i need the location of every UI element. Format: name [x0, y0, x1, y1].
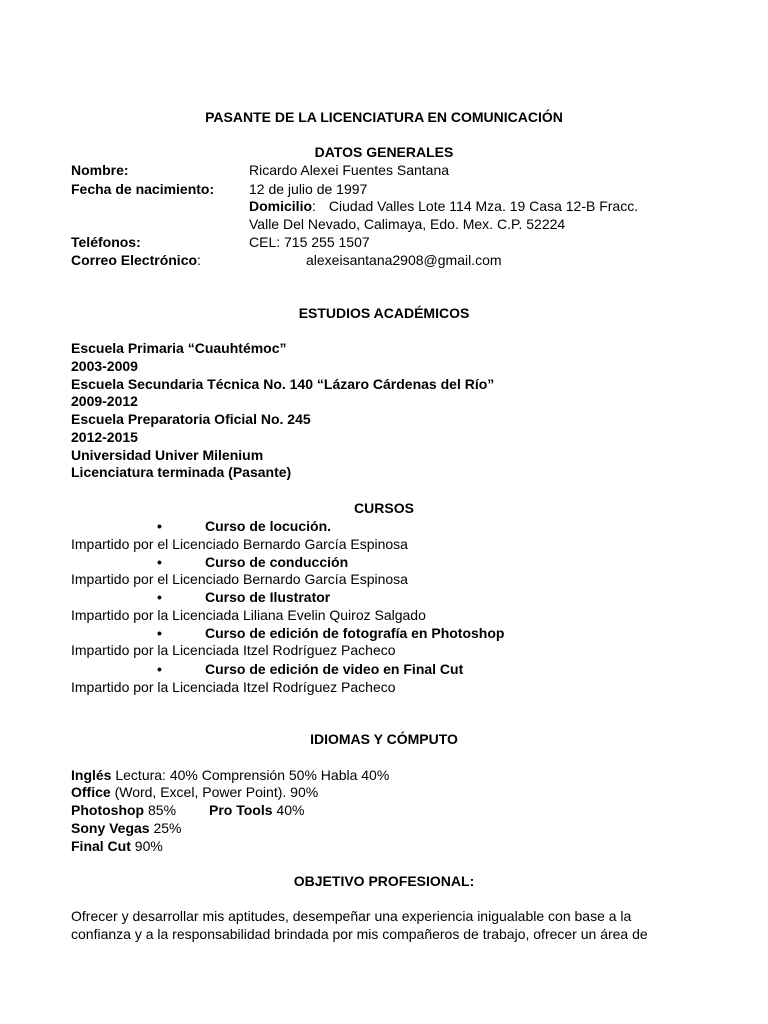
estudios-heading: ESTUDIOS ACADÉMICOS	[298, 305, 470, 321]
curso-title: Curso de conducción	[205, 554, 349, 570]
office-line	[71, 783, 318, 801]
domicilio-value-2: Valle Del Nevado, Calimaya, Edo. Mex. C.P. 52224	[249, 216, 566, 232]
office-value: (Word, Excel, Power Point). 90%	[110, 784, 319, 800]
estudios-line: Licenciatura terminada (Pasante)	[71, 464, 292, 480]
photoshop-value: 85%	[144, 802, 177, 818]
sony-vegas-value: 25%	[149, 820, 182, 836]
bullet-icon: •	[157, 661, 162, 677]
bullet-icon: •	[157, 554, 162, 570]
telefono-value: CEL: 715 255 1507	[249, 234, 370, 250]
nombre-label: Nombre:	[71, 162, 129, 178]
office-label: Office	[71, 784, 111, 800]
final-cut-value: 90%	[130, 838, 163, 854]
ingles-label: Inglés	[71, 767, 112, 783]
telefonos-label: Teléfonos:	[71, 234, 141, 250]
domicilio-line	[249, 197, 638, 215]
correo-line	[71, 251, 201, 269]
curso-desc: Impartido por el Licenciado Bernardo García Espinosa	[71, 571, 408, 587]
estudios-line: Escuela Primaria “Cuauhtémoc”	[71, 340, 287, 356]
photoshop-label: Photoshop	[71, 802, 145, 818]
fecha-nacimiento-label: Fecha de nacimiento:	[71, 181, 215, 197]
ingles-value: Lectura: 40% Comprensión 50% Habla 40%	[111, 767, 390, 783]
objetivo-line-2: confianza y a la responsabilidad brindada por mis compañeros de trabajo, ofrecer un área de	[71, 926, 648, 942]
correo-colon: :	[197, 252, 201, 268]
curso-title: Curso de locución.	[205, 518, 332, 534]
estudios-line: 2012-2015	[71, 429, 138, 445]
fecha-nacimiento-value: 12 de julio de 1997	[249, 181, 368, 197]
domicilio-colon: :	[312, 198, 316, 214]
curso-desc: Impartido por la Licenciada Liliana Evelin Quiroz Salgado	[71, 607, 426, 623]
curso-title: Curso de Ilustrator	[205, 589, 331, 605]
estudios-line: Universidad Univer Milenium	[71, 447, 264, 463]
estudios-line: 2009-2012	[71, 393, 138, 409]
estudios-line: Escuela Secundaria Técnica No. 140 “Lázaro Cárdenas del Río”	[71, 376, 495, 392]
objetivo-line-1: Ofrecer y desarrollar mis aptitudes, desempeñar una experiencia inigualable con base a la	[71, 908, 632, 924]
protools-label: Pro Tools	[209, 802, 273, 818]
bullet-icon: •	[157, 518, 162, 534]
curso-desc: Impartido por la Licenciada Itzel Rodríguez Pacheco	[71, 679, 396, 695]
protools-value: 40%	[272, 802, 305, 818]
curso-title: Curso de edición de video en Final Cut	[205, 661, 464, 677]
datos-generales-heading: DATOS GENERALES	[314, 144, 454, 160]
domicilio-value-1: Ciudad Valles Lote 114 Mza. 19 Casa 12-B Fracc.	[328, 198, 639, 214]
final-cut-line	[71, 837, 163, 855]
document-title: PASANTE DE LA LICENCIATURA EN COMUNICACIÓN	[205, 109, 563, 125]
correo-label: Correo Electrónico	[71, 252, 198, 268]
domicilio-label: Domicilio	[249, 198, 313, 214]
bullet-icon: •	[157, 625, 162, 641]
curso-desc: Impartido por la Licenciada Itzel Rodríguez Pacheco	[71, 642, 396, 658]
sony-vegas-line	[71, 819, 182, 837]
curso-title: Curso de edición de fotografía en Photoshop	[205, 625, 505, 641]
cursos-heading: CURSOS	[354, 500, 414, 516]
estudios-line: Escuela Preparatoria Oficial No. 245	[71, 411, 311, 427]
bullet-icon: •	[157, 589, 162, 605]
sony-vegas-label: Sony Vegas	[71, 820, 150, 836]
protools-line	[209, 801, 304, 819]
idiomas-heading: IDIOMAS Y CÓMPUTO	[310, 731, 458, 747]
ingles-line	[71, 766, 389, 784]
objetivo-heading: OBJETIVO PROFESIONAL:	[293, 873, 475, 889]
curso-desc: Impartido por el Licenciado Bernardo García Espinosa	[71, 536, 408, 552]
estudios-line: 2003-2009	[71, 358, 138, 374]
photoshop-line	[71, 801, 176, 819]
nombre-value: Ricardo Alexei Fuentes Santana	[249, 162, 450, 178]
correo-value: alexeisantana2908@gmail.com	[306, 252, 502, 268]
final-cut-label: Final Cut	[71, 838, 131, 854]
